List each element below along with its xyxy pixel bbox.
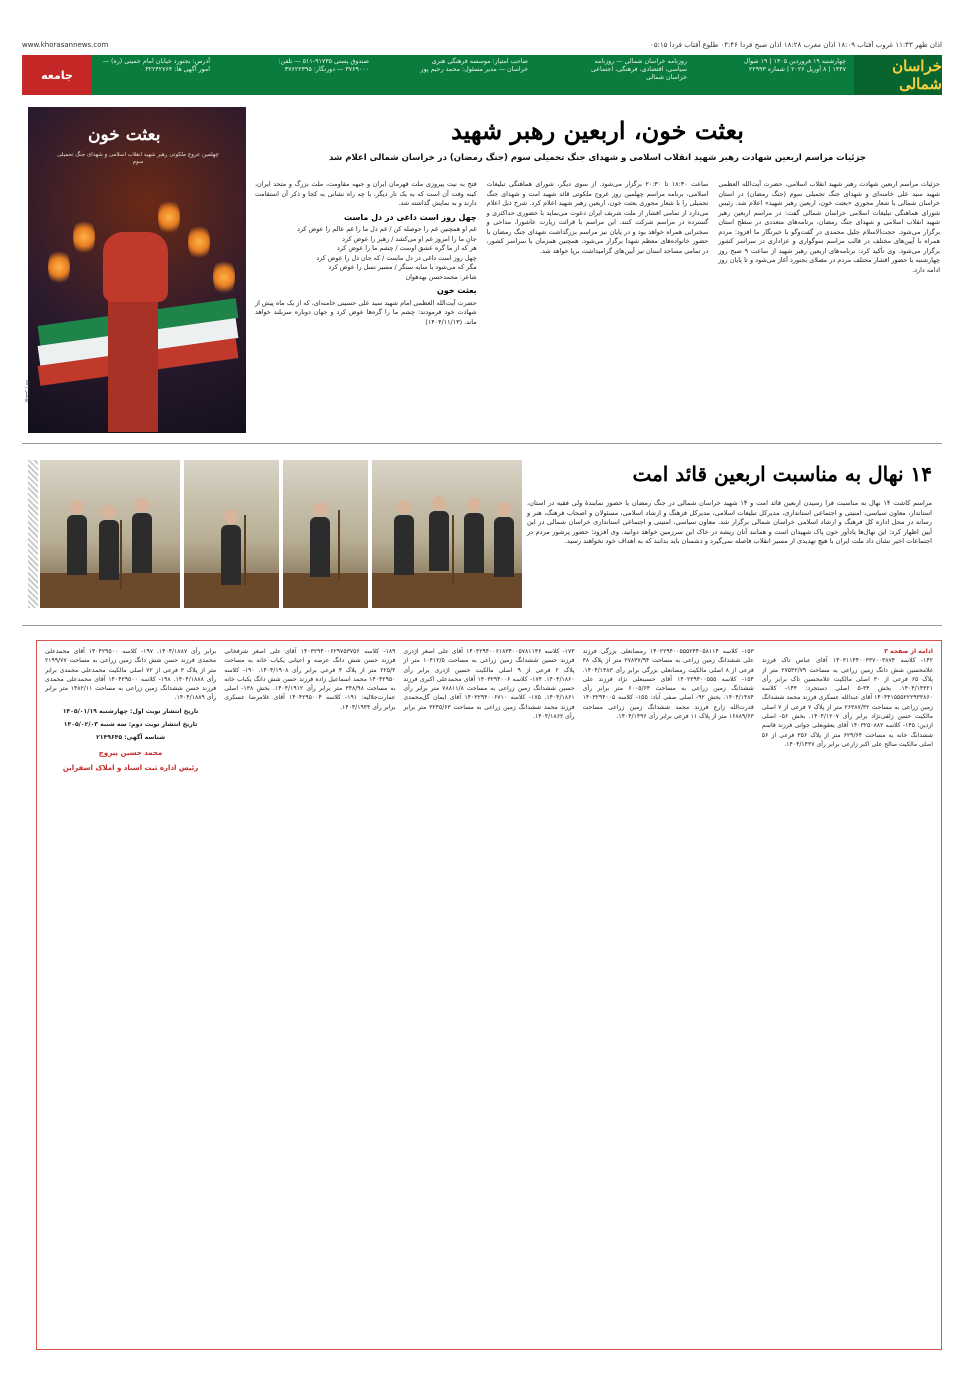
notice-signer-title: رئیس اداره ثبت اسناد و املاک اسفراین [62, 763, 199, 772]
subhead-forty-days: چهل روز است داغی در دل ماست [344, 212, 477, 222]
divider [22, 443, 942, 444]
notice-signer: محمد حسین پیروج [98, 748, 163, 757]
fire-graphic [48, 247, 70, 287]
fire-graphic [213, 257, 235, 297]
lead-poster-image [28, 107, 246, 433]
notice-col-1 [762, 647, 933, 1343]
poster-credit: پوستر | ۸۸ [24, 380, 30, 403]
registration-notice [36, 640, 942, 1350]
lead-col-mid: ساعت ۱۸:۳۰ تا ۲۰:۳۰ برگزار می‌شود. از سوی دیگر، شورای هماهنگی تبلیغات اسلامی، برنامه مراسم چهلمین روز عروج ملکوتی قائد شهید امت و شهدای جنگ تحمیلی را با شعار محوری بعثت خون، اربعین رهبر شهید اعلام کرد. شرح ذیل اعلام می‌دارد از تمامی اقشار از ملت شریف ایران دعوت می‌نماید با حضوری حداکثری و گسترده در مراسم شرکت کنند. این مراسم با قرائت زیارت عاشورا، مداحی و سخنرانی همراه خواهد بود و در پایان نیز مراسم بزرگداشت شهدای جنگ رمضان با حضور خانواده‌های معظم شهدا برگزار می‌شود. همچنین همزمان با سراسر کشور، در تمامی مساجد استان نیز آیین‌های گرامیداشت برپا خواهد شد. [486, 180, 709, 255]
lead-article [255, 180, 940, 430]
notice-col-2: ۱۵۳- کلاسه ۱۴۰۲۲۹۴۰۰۵۵۵۲۴۴۰۵۸۱۱۴ رمضانعلی بزرگی فرزند علی ششدانگ زمین زراعی به مساحت ۲۷۸۳۷/۹۴ متر از پلاک ۳۸ فرعی از ۸ اصلی مالکیت رمضانعلی بزرگی برابر رأی ۱۴۰۴/۱۴۸۳. ۱۵۴- کلاسه ۱۴۰۲۲۹۴۰۰۵۵۵ آقای حسینعلی نژاد فرزند علی ششدانگ زمین زراعی به مساحت ۶۰۰۵/۶۴ متر برابر رأی ۱۴۰۴/۱۴۸۴. بخش ۹۲- اصلی صفی آباد: ۱۵۵- کلاسه ۱۴۰۳۲۹۴۰۰۵ قدرت‌الله زارع فرزند محمد ششدانگ زمین زراعی مساحت ۱۶۸۸۹/۶۳ متر از پلاک ۱۱ فرعی برابر رأی ۱۴۰۴/۱۴۹۶. [582, 648, 754, 721]
lead-title[interactable]: بعثت خون، اربعین رهبر شهید [451, 116, 744, 145]
notice-col-4: ۱۸۹- کلاسه ۱۴۰۳۲۹۴۰۰۶۲۹۷۵۳۷۵۶ آقای علی اصغر شرفخانی فرزند حسن شش دانگ عرصه و اعیانی یکباب خانه به مساحت ۲۲۵/۳ متر از پلاک ۴ فرعی برابر رأی ۱۴۰۴/۱۹۰۸. ۱۹۰- کلاسه ۱۴۰۴۲۹۵۰ محمد اسماعیل زاده فرزند حسن شش دانگ یکباب خانه به مساحت ۳۴۸/۹۸ متر برابر رأی ۱۴۰۴/۱۹۱۲. بخش ۱۳۸- اصلی عمارت‌جلالیه: ۱۹۱- کلاسه ۱۴۰۴۲۹۵۰۰۴ آقای غلامرضا عسکری برابر رأی ۱۴۰۴/۱۹۴۴. [224, 648, 396, 711]
poem-forty-days: غم او همچنین غم را حوصله کن / غم دل ما را غم عالم را عوض کرد جانِ ما را امروز غم او می‌کشد / رهبر را عوض کرد هر که از ما گره عشق اوست / چشم ما را عوض کرد چهل روز است داغی در دل ماست / که جان دل را عوض کرد مگر که می‌شود با سایه سنگر / مسیر نسل را عوض کرد [297, 225, 477, 271]
raised-arm-graphic [108, 292, 158, 432]
poster-tagline: چهلمین عروج ملکوتی رهبر شهید انقلاب اسلامی و شهدای جنگ تحمیلی سوم [57, 152, 219, 165]
lead-subtitle: جزئیات مراسم اربعین شهادت رهبر شهید انقلاب اسلامی و شهدای جنگ تحمیلی سوم (جنگ رمضان) در خراسان شمالی اعلام شد [329, 153, 866, 163]
photo-planting-1 [40, 460, 180, 608]
notice-col-1-text: ۱۴۲- کلاسه ۱۴۰۳۱۱۴۴۰۰۳۳۷۰۰۳۸۷۴ آقای عباس تاک فرزند غلامحسین شش دانگ زمین زراعی به مساحت ۲۷۵۳۲/۷۹ متر از پلاک ۶۵ فرعی از ۳۰ اصلی مالکیت غلامحسین تاک برابر رأی ۱۴۰۴/۱۴۳۲۱. بخش ۳۴-۵ اصلی دستجرد: ۱۴۴- کلاسه ۱۴۰۴۴۱۵۵۵۲۲۲۹۳۳۸۶۰ آقای عبدالله عسکری فرزند محمد ششدانگ زمین زراعی به مساحت ۲۶۳۸۷/۳۲ متر از پلاک ۷ فرعی از ۷ اصلی مالکیت حسن زلفی‌نژاد برابر رأی ۱۴۰۴/۱۲۰۷. بخش ۵۶- اصلی ازدین: ۱۴۵- کلاسه ۱۴۰۳۲۵۰۸۸۲ آقای یعقوبعلی جوانی فرزند قاسم ششدانگ خانه به مساحت ۶۲۹/۶۴ متر از پلاک ۳۵۶ فرعی از ۵۶ اصلی مالکیت صالح علی اکبر زارعی برابر رأی ۱۴۰۴/۱۴۳۷. [761, 657, 933, 748]
masthead-info [92, 55, 854, 95]
masthead-col2: صاحب امتیاز: موسسه فرهنگی هنری خراسان — مدیر مسئول: محمد رحیم پور [420, 58, 528, 73]
lead-col-right: جزئیات مراسم اربعین شهادت رهبر شهید انقلاب اسلامی، حضرت آیت‌الله العظمی شهید سید علی خامنه‌ای و شهدای جنگ تحمیلی سوم (جنگ رمضان) در استان خراسان شمالی با شعار محوری «بعثت خون، اربعین رهبر شهید» اعلام شد. رئیس شورای هماهنگی تبلیغات اسلامی خراسان شمالی گفت: در مراسم اربعین رهبر شهید انقلاب اسلامی و شهدای جنگ رمضان، برنامه‌های متعددی در سطح استان برگزار می‌شود. حجت‌الاسلام جلیل محمدی در گفت‌وگو با خبرنگار ما افزود: مردم همراه با آیین‌های مختلف در قالب مراسم سوگواری و عزاداری در سراسر کشور برگزار می‌شود. وی تأکید کرد: برنامه‌های اربعین رهبر شهید از ساعت ۹ صبح روز چهارشنبه با حضور اقشار مختلف مردم در مصلای بجنورد آغاز می‌شود و تا پایان روز ادامه دارد. [718, 180, 940, 274]
newspaper-logo[interactable]: خراسان شمالی [854, 55, 942, 95]
lead-col-left-text: فتح به نیت پیروزی ملت قهرمان ایران و جبهه مقاومت، ملت بزرگ و متحد ایران، کینه وفت آن است که به یک تار دیگر، با چه راه نشانی به کجا و ذکر آن استقامت دارند و به نمایش گذاشته شد. [254, 180, 477, 207]
poster-title: بعثت خون [88, 125, 161, 145]
notice-continued-label: ادامه از صفحه ۳ [884, 648, 933, 655]
masthead-date: چهارشنبه ۱۹ فروردین ۱۴۰۵ | ۱۹ شوال ۱۴۴۷ | ۸ آوریل ۲۰۲۶ | شماره ۲۲۹۹۳ [743, 58, 846, 73]
masthead-col3: صندوق پستی ۹۱۷۳۵-۵۱۱ — تلفن: ۳۷۶۹۰۰۰ — دورنگار: ۳۷۶۲۲۳۹۵ [278, 58, 369, 73]
lead-col-left-text2: حضرت آیت‌الله العظمی امام شهید سید علی حسینی خامنه‌ای، که از یک ماه پیش از شهادت خود فرمودند: چشم ما را گره‌ها عوض کرد و جهان دوباره سربلند خواهد ماند. (۱۴۰۴/۱۱/۱۳) [254, 298, 477, 326]
photo-planting-3 [283, 460, 368, 608]
lead-headline [255, 112, 940, 172]
notice-col-3: ۱۷۳- کلاسه ۱۴۰۳۲۹۴۰۰۶۱۸۳۴۰۰۵۷۸۱۱۴۶ آقای علی اصغر اژدری فرزند حسین ششدانگ زمین زراعی به مساحت ۱۰۴۱۲/۵ متر از پلاک ۲ فرعی از ۹ اصلی مالکیت حسین اژدری برابر رأی ۱۴۰۴/۱۸۶۰. ۱۷۴- کلاسه ۱۴۰۳۲۹۴۰۰۶ آقای محمدعلی اکبری فرزند حسین ششدانگ زمین زراعی به مساحت ۷۸۸۱۱/۸ متر برابر رأی ۱۴۰۴/۱۸۶۱. ۱۷۵- کلاسه ۱۴۰۳۲۹۴۰۰۶۷۱۰ آقای ایمان گل‌محمدی فرزند محمد ششدانگ زمین زراعی به مساحت ۳۲۴۵/۶۳ متر برابر رأی ۱۴۰۴/۱۸۶۲. [403, 648, 575, 721]
story2-photo-strip [40, 460, 525, 608]
notice-col-5 [45, 647, 216, 1343]
photo-planting-2 [184, 460, 279, 608]
notice-date-second: تاریخ انتشار نوبت دوم: سه شنبه ۱۴۰۵/۰۲/۰۳ [63, 721, 198, 729]
fire-graphic [158, 197, 180, 237]
masthead-col4: آدرس: بجنورد خیابان امام خمینی (ره) — امور آگهی ها: ۳۲۲۴۲۷۶۴ [102, 58, 210, 73]
top-strip [22, 38, 942, 52]
notice-ad-id: شناسه آگهی: ۲۱۴۹۶۴۵ [96, 734, 166, 742]
raised-fist-graphic [103, 232, 168, 302]
subhead-bethat-khun: بعثت خون [437, 286, 477, 295]
notice-date-first: تاریخ انتشار نوبت اول: چهارشنبه ۱۴۰۵/۰۱/۱۹ [62, 707, 199, 715]
poem-poet: شاعر: محمدحسن بهدهوان [405, 272, 477, 281]
story2-title[interactable]: ۱۴ نهال به مناسبت اربعین قائد امت [632, 462, 932, 486]
decorative-pattern [28, 460, 38, 608]
website-link[interactable]: www.khorasannews.com [22, 41, 109, 49]
section-tab-society[interactable]: جامعه [22, 55, 92, 95]
lead-col-left [255, 180, 477, 430]
fire-graphic [188, 222, 210, 262]
notice-col-5-text: برابر رأی ۱۴۰۴/۱۸۸۷. ۱۹۷- کلاسه ۱۴۰۴۲۹۵۰۰ آقای محمدعلی محمدی فرزند حسن شش دانگ زمین زراعی به مساحت ۲۱۹۹/۷۷ متر از پلاک ۳ فرعی از ۷۲ اصلی مالکیت محمدعلی محمدی برابر رأی ۱۴۰۴/۱۸۸۸. ۱۹۸- کلاسه ۱۴۰۴۲۹۵۰۰ آقای محمدعلی محمدی فرزند حسن ششدانگ زمین زراعی به مساحت ۱۴۸۲/۱۱ متر برابر رأی ۱۴۰۴/۱۸۸۹. [44, 648, 217, 702]
story2-body: مراسم کاشت ۱۴ نهال به مناسبت فرا رسیدن اربعین قائد امت و ۱۴ شهید خراسان شمالی در جنگ رمضان با حضور نمایندهٔ ولی فقیه در استان، استاندار، معاون سیاسی، امنیتی و اجتماعی استانداری، مدیرکل تبلیغات اسلامی، مدیرکل فرهنگ و ارشاد اسلامی، مسئولان و اصحاب فرهنگ، هنر و رسانه در محل اداره کل فرهنگ و ارشاد اسلامی خراسان شمالی برگزار شد. معاون سیاسی، امنیتی و اجتماعی استانداری خراسان شمالی در این آیین اظهار کرد: این نهال‌ها یادآور خون پاک شهیدان است و همانند آنان ریشه در خاک این سرزمین خواهد دوانید. وی افزود: حضور پرشور مردم در اجتماعات اخیر نشان داد ملت ایران با هیچ تهدیدی از مسیر انقلاب فاصله نمی‌گیرد و دشمنان باید بدانند که به اهداف خود نخواهند رسید. [527, 499, 932, 546]
fire-graphic [73, 217, 95, 257]
story-saplings [28, 457, 942, 612]
photo-planting-4 [372, 460, 522, 608]
divider [22, 625, 942, 626]
masthead-col1: روزنامه خراسان شمالی — روزنامه سیاسی، اقتصادی، فرهنگی، اجتماعی خراسان شمالی [590, 58, 687, 81]
masthead [22, 55, 942, 95]
prayer-times: اذان ظهر ۱۱:۴۳ غروب آفتاب ۱۸:۰۹ اذان مغرب ۱۸:۲۸ اذان صبح فردا ۰۴:۴۶ طلوع آفتاب فردا ۰۵:۱۵ [650, 41, 942, 49]
